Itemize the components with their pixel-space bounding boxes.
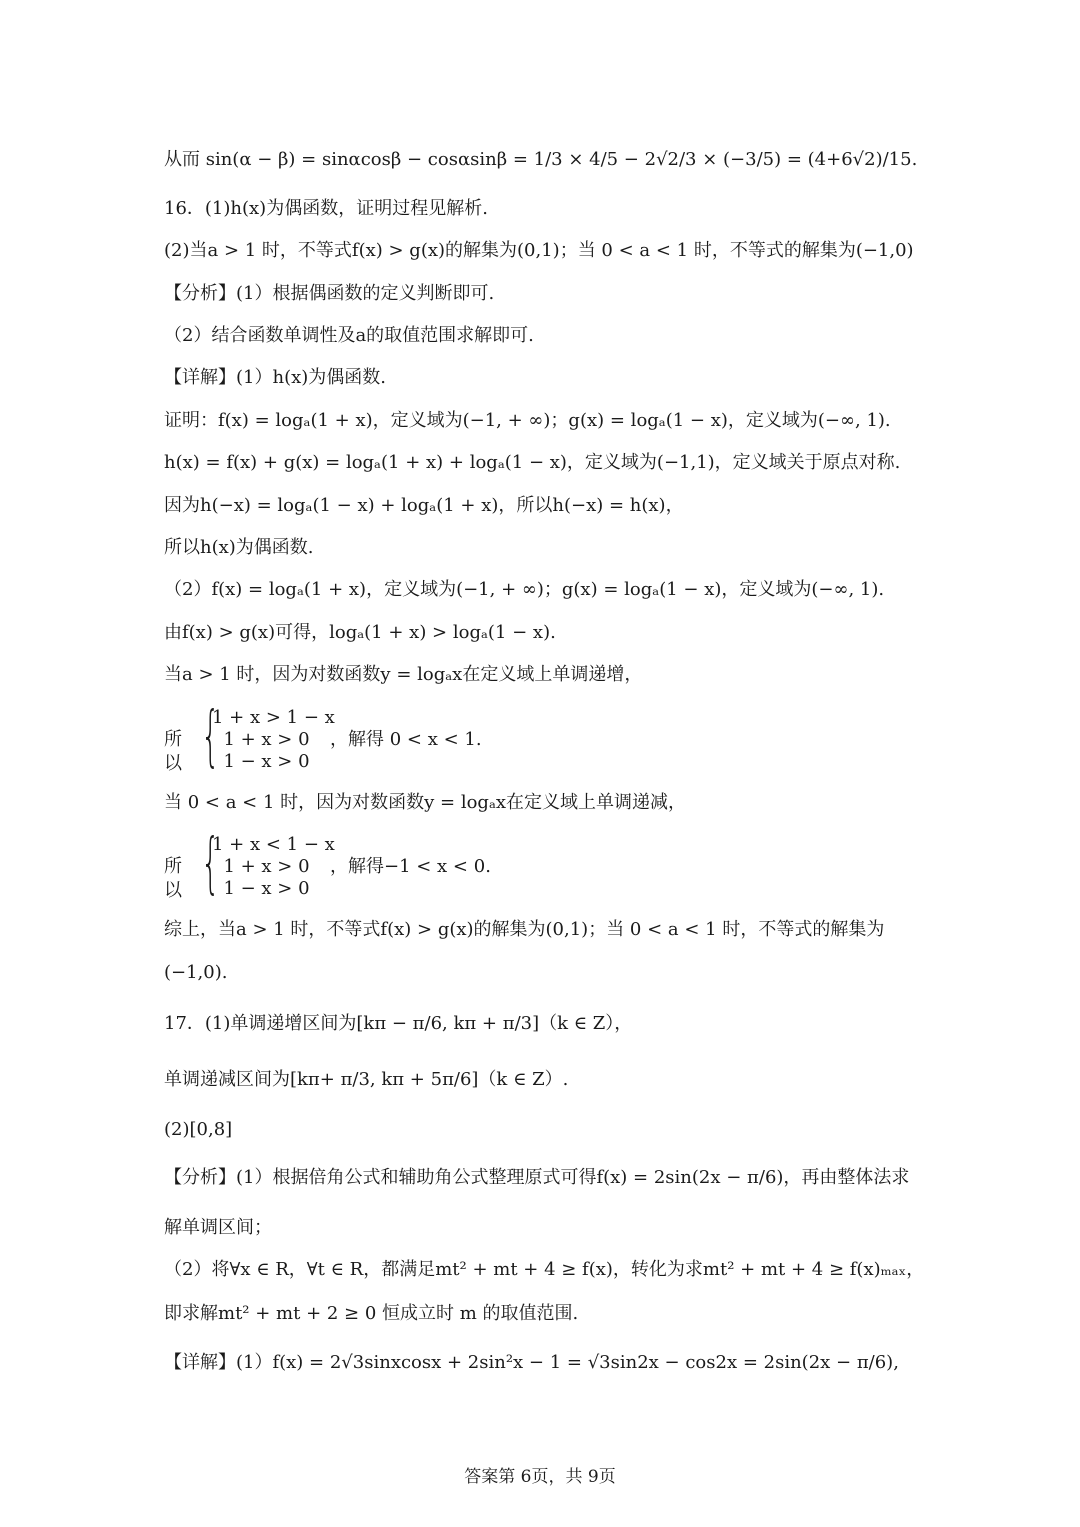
q16-summary: 综上，当a > 1 时，不等式f(x) > g(x)的解集为(0,1)；当 0 < a < 1 时，不等式的解集为 [164,919,885,940]
q16-summary-cont: (−1,0). [164,962,228,983]
q16-analysis-1: 【分析】(1）根据偶函数的定义判断即可. [164,283,495,304]
q16-proof-domains: 证明：f(x) = logₐ(1 + x)，定义域为(−1, + ∞)；g(x) = logₐ(1 − x)，定义域为(−∞, 1). [164,410,891,431]
system-row: 1 − x > 0 [212,751,310,772]
q17-increasing-interval: 17．(1)单调递增区间为[kπ − π/6, kπ + π/3]（k ∈ Z）， [164,1013,633,1034]
system-row: 1 + x > 0 [212,856,310,877]
system-result: ，解得−1 < x < 0. [330,856,491,877]
q16-part2-answer: (2)当a > 1 时，不等式f(x) > g(x)的解集为(0,1)；当 0 < a < 1 时，不等式的解集为(−1,0) [164,240,914,261]
q16-proof-symmetry: 因为h(−x) = logₐ(1 − x) + logₐ(1 + x)，所以h(−x) = h(x)， [164,495,684,516]
brace-icon: { [201,824,220,901]
q17-analysis-2-cont: 即求解mt² + mt + 2 ≥ 0 恒成立时 m 的取值范围. [164,1303,579,1324]
q16-part2-inequality: 由f(x) > g(x)可得，logₐ(1 + x) > logₐ(1 − x). [164,622,556,643]
q17-analysis-1: 【分析】(1）根据倍角公式和辅助角公式整理原式可得f(x) = 2sin(2x − π/6)，再由整体法求 [164,1167,910,1188]
system-row: 1 + x > 0 [212,729,310,750]
q16-part1-answer: 16．(1)h(x)为偶函数，证明过程见解析. [164,198,488,219]
q16-case-a-gt-1: 当a > 1 时，因为对数函数y = logₐx在定义域上单调递增， [164,664,643,685]
q17-analysis-2: （2）将∀x ∈ R，∀t ∈ R，都满足mt² + mt + 4 ≥ f(x)，转化为求mt² + mt + 4 ≥ f(x)ₘₐₓ， [164,1259,925,1280]
q17-decreasing-interval: 单调递减区间为[kπ+ π/3, kπ + 5π/6]（k ∈ Z）. [164,1069,569,1090]
q16-detail-heading: 【详解】(1）h(x)为偶函数. [164,367,386,388]
q16-proof-h-def: h(x) = f(x) + g(x) = logₐ(1 + x) + logₐ(1 − x)，定义域为(−1,1)，定义域关于原点对称. [164,452,901,473]
q16-proof-conclusion: 所以h(x)为偶函数. [164,537,314,558]
system-lead: 所以 [164,856,182,901]
q17-analysis-1-cont: 解单调区间； [164,1217,272,1238]
page-footer: 答案第 6页，共 9页 [464,1467,616,1487]
q17-detail-1: 【详解】(1）f(x) = 2√3sinxcosx + 2sin²x − 1 = √3sin2x − cos2x = 2sin(2x − π/6), [164,1352,899,1373]
brace-icon: { [201,697,220,774]
system-row: 1 + x < 1 − x [212,834,335,855]
q16-analysis-2: （2）结合函数单调性及a的取值范围求解即可. [164,325,534,346]
system-row: 1 − x > 0 [212,878,310,899]
q16-case-a-lt-1: 当 0 < a < 1 时，因为对数函数y = logₐx在定义域上单调递减， [164,792,687,813]
q17-part2-answer: (2)[0,8] [164,1119,233,1140]
system-result: ，解得 0 < x < 1. [330,729,482,750]
system-lead: 所以 [164,729,182,774]
sin-difference-result: 从而 sin(α − β) = sinαcosβ − cosαsinβ = 1/3 × 4/5 − 2√2/3 × (−3/5) = (4+6√2)/15. [164,149,918,170]
system-row: 1 + x > 1 − x [212,707,335,728]
q16-part2-domains: （2）f(x) = logₐ(1 + x)，定义域为(−1, + ∞)；g(x) = logₐ(1 − x)，定义域为(−∞, 1). [164,579,885,600]
